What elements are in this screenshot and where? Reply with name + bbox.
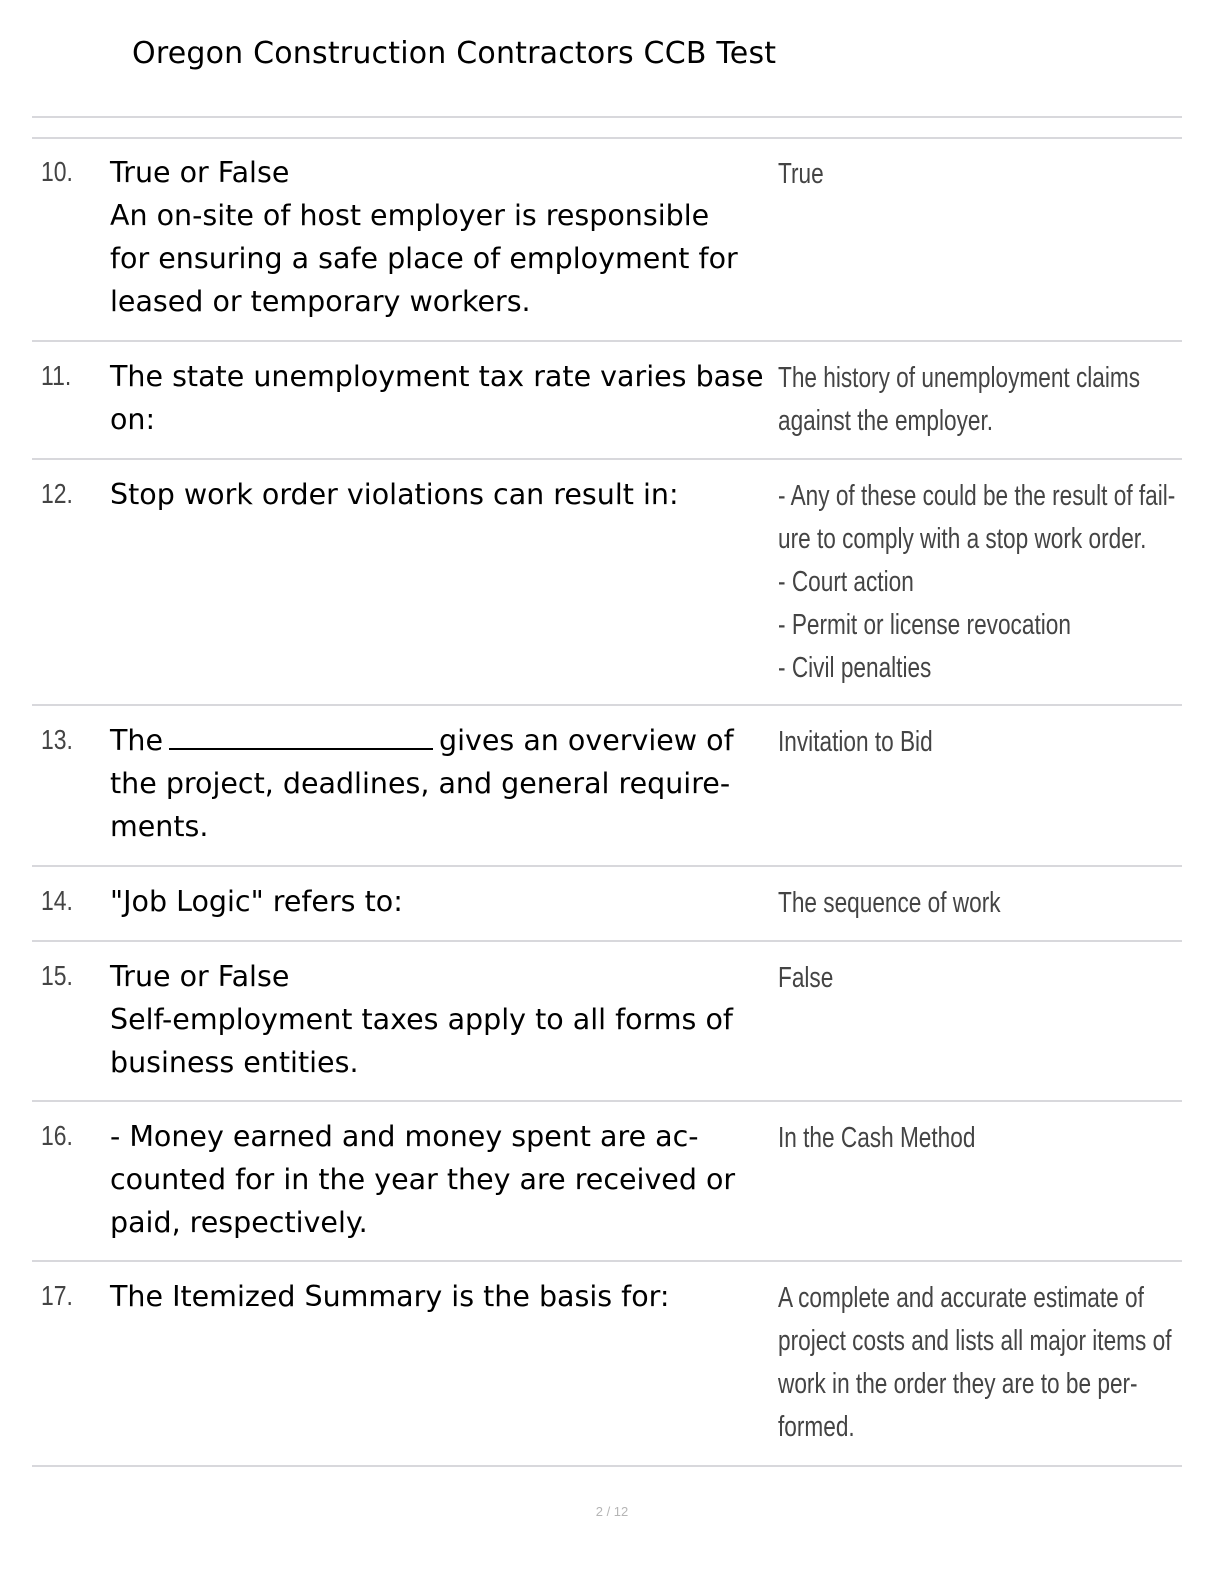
table-row xyxy=(32,342,1182,460)
item-number: 14. xyxy=(41,885,73,916)
table-row xyxy=(32,138,1182,342)
item-number: 12. xyxy=(41,478,73,509)
document-title: Oregon Construction Contractors CCB Test xyxy=(132,36,777,71)
header-divider xyxy=(32,116,1182,118)
table-row xyxy=(32,1262,1182,1467)
answer-text: The sequence of work xyxy=(778,887,1001,919)
answer-text: True xyxy=(778,158,824,190)
answer-text: In the Cash Method xyxy=(778,1122,976,1154)
page-indicator: 2 / 12 xyxy=(595,1504,629,1519)
table-row xyxy=(32,460,1182,706)
item-number: 13. xyxy=(41,724,73,755)
item-number: 10. xyxy=(41,156,73,187)
question-text: - Money earned and money spent are ac- counted for in the year they are received or paid, respectively. xyxy=(110,1120,736,1239)
fill-in-blank xyxy=(169,726,433,750)
question-text: The state unemployment tax rate varies base on: xyxy=(110,360,764,436)
qa-table xyxy=(32,138,1182,1467)
answer-text: False xyxy=(778,962,834,994)
question-text: "Job Logic" refers to: xyxy=(110,885,403,918)
answer-text: - Any of these could be the result of fail- ure to comply with a stop work order. - Court action - Permit or license revocation - Civil penalties xyxy=(778,480,1176,684)
item-number: 17. xyxy=(41,1280,73,1311)
table-row xyxy=(32,1102,1182,1262)
item-number: 16. xyxy=(41,1120,73,1151)
question-text: The gives an overview of the project, deadlines, and general require- ments. xyxy=(110,724,734,843)
item-number: 15. xyxy=(41,960,73,991)
question-text: True or False Self-employment taxes apply to all forms of business entities. xyxy=(110,960,733,1079)
table-row xyxy=(32,942,1182,1102)
answer-text: A complete and accurate estimate of project costs and lists all major items of work in the order they are to be per- formed. xyxy=(778,1282,1172,1443)
question-text: Stop work order violations can result in: xyxy=(110,478,679,511)
question-text: The Itemized Summary is the basis for: xyxy=(110,1280,670,1313)
table-row xyxy=(32,867,1182,942)
question-text: True or False An on-site of host employer is responsible for ensuring a safe place of employment for leased or temporary workers. xyxy=(110,156,738,318)
item-number: 11. xyxy=(41,360,72,391)
answer-text: Invitation to Bid xyxy=(778,726,933,758)
table-row xyxy=(32,706,1182,867)
answer-text: The history of unemployment claims against the employer. xyxy=(778,362,1141,437)
